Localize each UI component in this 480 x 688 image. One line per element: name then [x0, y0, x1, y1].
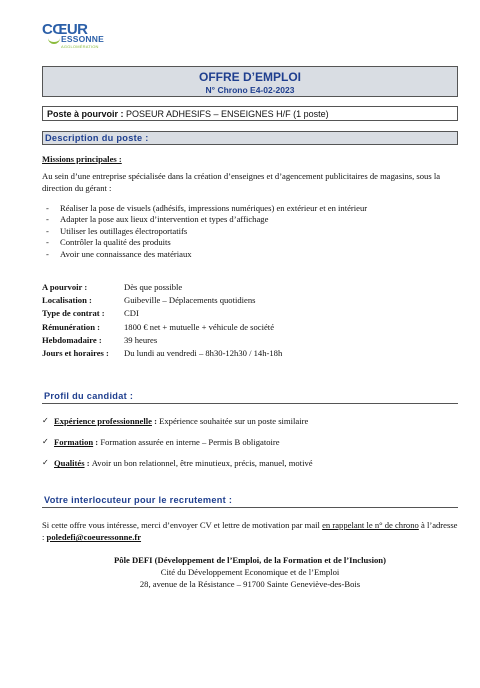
profil-text: Formation assurée en interne – Permis B obligatoire: [100, 437, 280, 447]
info-value: Du lundi au vendredi – 8h30-12h30 / 14h-18h: [124, 347, 283, 358]
list-item: [42, 437, 313, 458]
list-item: [42, 416, 313, 437]
checkmark-icon: ✓: [42, 458, 49, 467]
list-item: [42, 458, 313, 479]
info-label: Hebdomadaire :: [42, 334, 102, 345]
contact-text-underlined: en rappelant le n° de chrono: [322, 520, 419, 530]
info-value: 39 heures: [124, 334, 158, 345]
list-item: - Contrôler la qualité des produits: [46, 237, 367, 248]
info-label: Type de contrat :: [42, 308, 105, 319]
poste-label: Poste à pourvoir :: [47, 109, 124, 119]
checkmark-icon: ✓: [42, 416, 49, 425]
poste-box: [42, 106, 458, 121]
profil-label: Qualités: [54, 458, 85, 468]
page-title: OFFRE D’EMPLOI: [199, 70, 301, 84]
info-row: [42, 335, 282, 348]
info-label: A pourvoir :: [42, 282, 88, 292]
title-box: [42, 66, 458, 97]
list-item: - Réaliser la pose de visuels (adhésifs, impressions numériques) en extérieur et en intérieur: [46, 203, 367, 214]
footer-address-line: 28, avenue de la Résistance – 91700 Sainte Geneviève-des-Bois: [139, 578, 361, 589]
logo-subtitle: ESSONNE: [61, 34, 104, 44]
info-row: [42, 308, 282, 321]
info-row: [42, 322, 282, 335]
footer-org: Pôle DEFI (Développement de l’Emploi, de la Formation et de l’Inclusion): [114, 555, 386, 565]
profil-separator: :: [151, 416, 160, 426]
coeur-essonne-logo: [42, 20, 122, 52]
profil-text: Avoir un bon relationnel, être minutieux, précis, manuel, motivé: [91, 458, 313, 468]
contact-text: à l’adresse :: [42, 520, 458, 543]
missions-intro: Au sein d’une entreprise spécialisée dans la création d’enseignes et d’agencement publicitaires de magasins, sous la direction du gérant :: [42, 171, 441, 193]
info-label: Rémunération :: [42, 321, 100, 332]
contact-heading: Votre interlocuteur pour le recrutement :: [42, 494, 458, 508]
description-heading: Description du poste :: [42, 131, 458, 145]
tasks-list: [46, 203, 367, 260]
missions-title: Missions principales :: [42, 154, 122, 164]
info-value: CDI: [124, 308, 139, 319]
info-value: Dès que possible: [124, 282, 183, 292]
logo-tagline: AGGLOMÉRATION: [61, 44, 99, 49]
info-row: [42, 348, 282, 361]
profil-label: Expérience professionnelle: [54, 416, 152, 426]
contact-text: Si cette offre vous intéresse, merci d’envoyer CV et lettre de motivation par mail: [42, 520, 323, 530]
chrono-number: N° Chrono E4-02-2023: [205, 85, 295, 96]
profil-separator: :: [93, 437, 101, 447]
footer-address: [42, 555, 458, 591]
profil-list: [42, 416, 313, 479]
info-row: [42, 295, 282, 308]
logo-mark: CŒUR: [42, 21, 88, 38]
profil-text: Expérience souhaitée sur un poste similaire: [159, 416, 309, 426]
contact-paragraph: [42, 519, 458, 543]
profil-separator: :: [84, 458, 92, 468]
logo-swirl-icon: [48, 34, 60, 44]
list-item: - Utiliser les outillages électroportatifs: [46, 226, 367, 237]
footer-site: Cité du Développement Economique et de l’Emploi: [160, 566, 340, 577]
info-row: [42, 282, 282, 295]
poste-value: POSEUR ADHESIFS – ENSEIGNES H/F (1 poste): [126, 109, 329, 119]
profil-label: Formation: [54, 437, 94, 447]
info-value: 1800 € net + mutuelle + véhicule de société: [124, 321, 275, 332]
info-label: Localisation :: [42, 295, 92, 306]
checkmark-icon: ✓: [42, 437, 49, 446]
email-link[interactable]: poledefi@coeuressonne.fr: [46, 532, 142, 543]
list-item: - Avoir une connaissance des matériaux: [46, 249, 367, 260]
list-item: - Adapter la pose aux lieux d’intervention et types d’affichage: [46, 214, 367, 225]
job-info-table: [42, 282, 282, 361]
info-value: Guibeville – Déplacements quotidiens: [124, 295, 256, 306]
profil-heading: Profil du candidat :: [42, 390, 458, 404]
info-label: Jours et horaires :: [42, 347, 109, 358]
